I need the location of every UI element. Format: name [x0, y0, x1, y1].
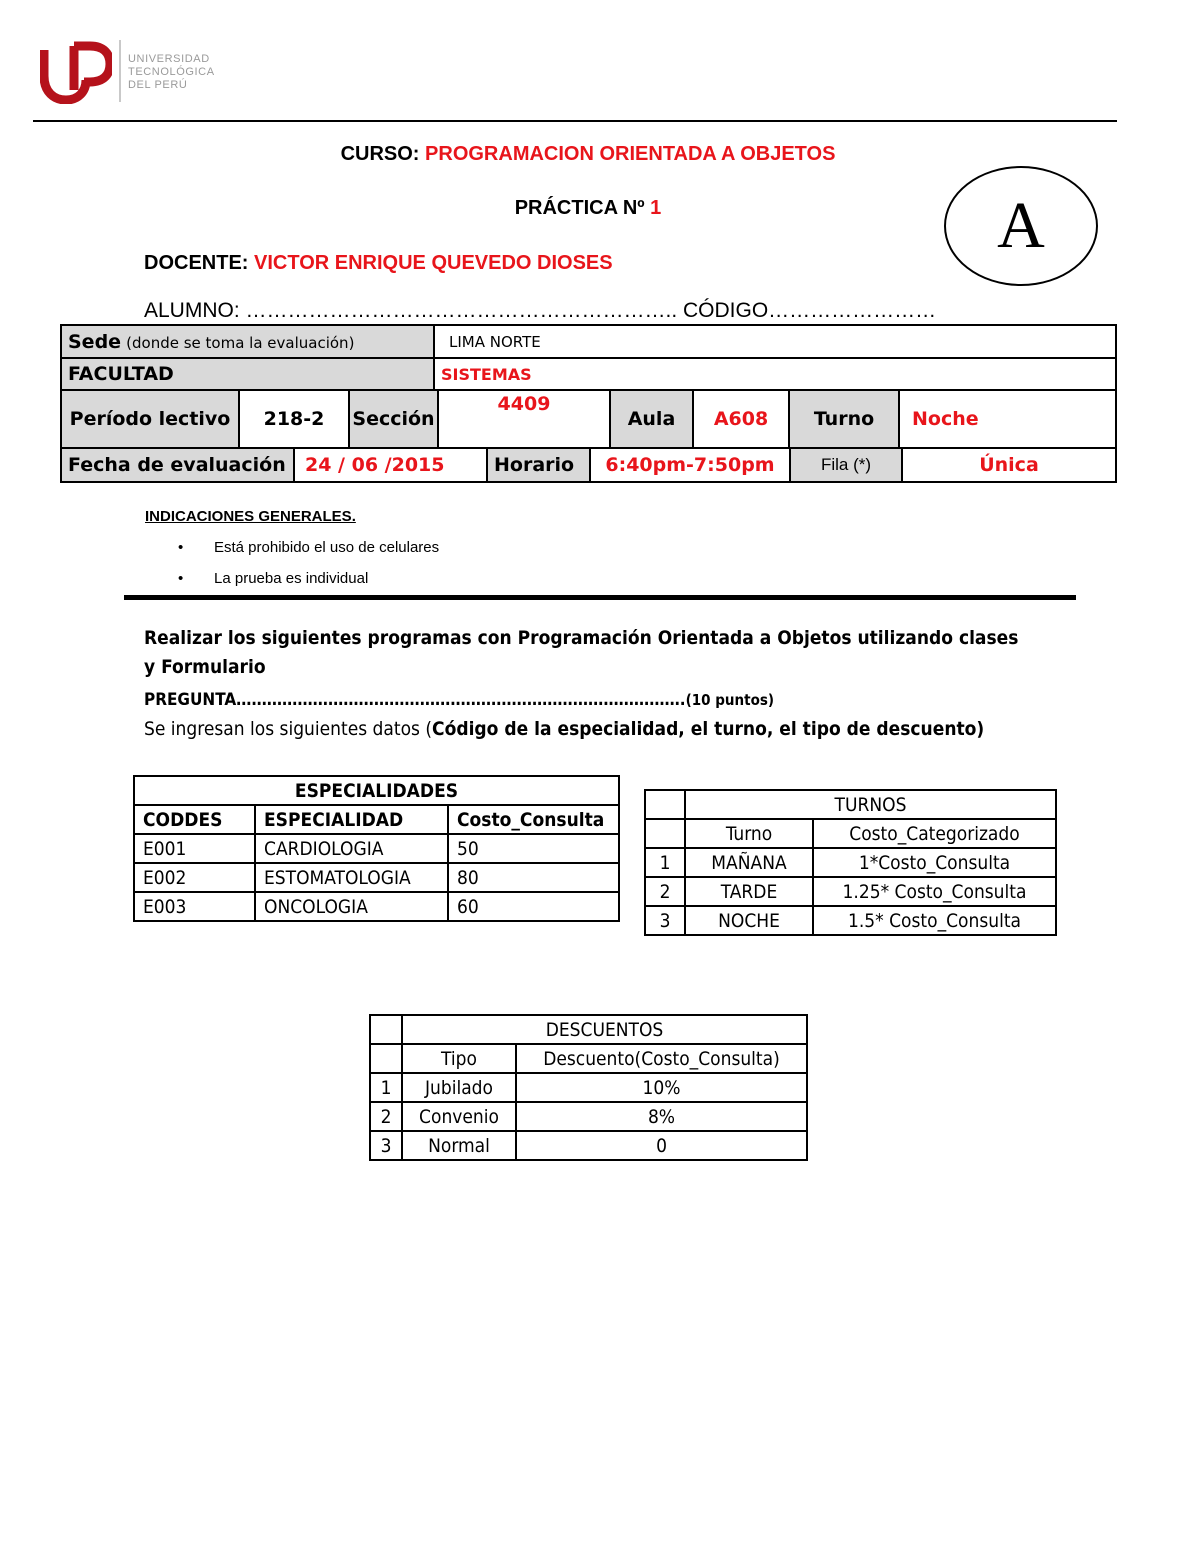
especialidades-title: ESPECIALIDADES	[134, 776, 619, 805]
practica-label: PRÁCTICA Nº	[514, 197, 645, 219]
table-cell: 80	[448, 863, 619, 892]
table-cell: 10%	[516, 1073, 807, 1102]
header-rule	[33, 120, 1117, 122]
table-cell: 8%	[516, 1102, 807, 1131]
empty-cell	[645, 819, 685, 848]
fecha-value: 24 / 06 /2015	[294, 448, 487, 482]
indicaciones	[145, 508, 440, 587]
table-cell: 3	[645, 906, 685, 935]
enunciado-line-1: Realizar los siguientes programas con Programación Orientada a Objetos utilizando clases	[144, 627, 1019, 649]
indicaciones-title: INDICACIONES GENERALES.	[145, 508, 356, 525]
enunciado-line-2: y Formulario	[144, 656, 266, 678]
alumno-line: ALUMNO: …………………………………………………….. CÓDIGO……………………	[144, 299, 937, 322]
table-row	[370, 1131, 807, 1160]
table-cell: NOCHE	[685, 906, 813, 935]
especialidades-table	[133, 775, 620, 922]
sede-value: LIMA NORTE	[434, 325, 1116, 358]
table-row	[370, 1073, 807, 1102]
table-cell: ONCOLOGIA	[255, 892, 448, 921]
table-row	[134, 863, 619, 892]
table-cell: MAÑANA	[685, 848, 813, 877]
table-cell: 1	[370, 1073, 402, 1102]
table-row	[134, 834, 619, 863]
table-cell: E002	[134, 863, 255, 892]
puntos-label: (10 puntos)	[685, 691, 775, 709]
turnos-header: Costo_Categorizado	[813, 819, 1056, 848]
table-cell: 1.5* Costo_Consulta	[813, 906, 1056, 935]
datos-prefix: Se ingresan los siguientes datos (	[144, 718, 433, 740]
table-cell: 2	[645, 877, 685, 906]
utp-logo-icon	[40, 40, 112, 104]
fecha-label: Fecha de evaluación	[61, 448, 294, 482]
practica-number: 1	[650, 197, 662, 219]
seccion-label: Sección	[349, 390, 438, 448]
table-cell: E003	[134, 892, 255, 921]
seccion-value: 4409	[438, 390, 610, 448]
curso-value: PROGRAMACION ORIENTADA A OBJETOS	[425, 143, 836, 165]
turnos-title: TURNOS	[685, 790, 1056, 819]
periodo-label: Período lectivo	[61, 390, 239, 448]
table-cell: TARDE	[685, 877, 813, 906]
table-cell: 2	[370, 1102, 402, 1131]
fila-label: Fila (*)	[790, 448, 902, 482]
docente-value: VICTOR ENRIQUE QUEVEDO DIOSES	[254, 252, 613, 274]
logo-line-1: UNIVERSIDAD	[128, 53, 210, 65]
table-cell: E001	[134, 834, 255, 863]
horario-value: 6:40pm-7:50pm	[590, 448, 790, 482]
empty-cell	[370, 1015, 402, 1044]
sede-note: (donde se toma la evaluación)	[126, 333, 355, 352]
indicaciones-item	[179, 570, 439, 587]
table-cell: CARDIOLOGIA	[255, 834, 448, 863]
especialidades-header: CODDES	[134, 805, 255, 834]
table-cell: 50	[448, 834, 619, 863]
table-row	[645, 848, 1056, 877]
datos-line	[144, 715, 1018, 744]
aula-label: Aula	[610, 390, 693, 448]
table-row	[645, 906, 1056, 935]
fila-value: Única	[902, 448, 1116, 482]
aula-value: A608	[693, 390, 789, 448]
especialidades-header: ESPECIALIDAD	[255, 805, 448, 834]
table-cell: 1*Costo_Consulta	[813, 848, 1056, 877]
enunciado	[144, 624, 1018, 744]
turno-label: Turno	[789, 390, 899, 448]
sede-label: Sede	[68, 330, 122, 353]
turnos-header: Turno	[685, 819, 813, 848]
descuentos-title: DESCUENTOS	[402, 1015, 807, 1044]
docente-heading	[144, 252, 613, 275]
turnos-table	[644, 789, 1057, 936]
indicaciones-item-text: La prueba es individual	[214, 570, 369, 587]
version-circle	[944, 166, 1098, 286]
periodo-value: 218-2	[239, 390, 349, 448]
section-divider	[124, 595, 1076, 600]
table-cell: ESTOMATOLOGIA	[255, 863, 448, 892]
pregunta-line	[144, 685, 1018, 715]
table-row	[370, 1102, 807, 1131]
bullet-icon: •	[178, 539, 184, 556]
sede-cell	[61, 325, 434, 358]
bullet-icon: •	[178, 570, 184, 587]
facultad-label: FACULTAD	[61, 358, 434, 390]
facultad-value: SISTEMAS	[434, 358, 1116, 390]
docente-label: DOCENTE:	[144, 252, 249, 274]
indicaciones-item	[179, 539, 439, 556]
pregunta-label: PREGUNTA…………………………………………………………………………….	[144, 690, 686, 710]
especialidades-header: Costo_Consulta	[448, 805, 619, 834]
version-letter: A	[997, 189, 1045, 262]
table-cell: 3	[370, 1131, 402, 1160]
table-cell: 1.25* Costo_Consulta	[813, 877, 1056, 906]
table-cell: 1	[645, 848, 685, 877]
datos-bold: Código de la especialidad, el turno, el tipo de descuento)	[432, 718, 985, 740]
logo-line-2: TECNOLÓGICA	[128, 66, 215, 78]
horario-label: Horario	[487, 448, 590, 482]
table-cell: Jubilado	[402, 1073, 516, 1102]
indicaciones-item-text: Está prohibido el uso de celulares	[214, 539, 440, 556]
empty-cell	[645, 790, 685, 819]
turno-value: Noche	[899, 390, 1116, 448]
table-row	[645, 877, 1056, 906]
table-cell: Convenio	[402, 1102, 516, 1131]
descuentos-table	[369, 1014, 808, 1161]
table-cell: 60	[448, 892, 619, 921]
logo-line-3: DEL PERÚ	[128, 79, 188, 91]
empty-cell	[370, 1044, 402, 1073]
curso-heading	[0, 143, 1176, 166]
curso-label: CURSO:	[340, 143, 420, 165]
table-cell: 0	[516, 1131, 807, 1160]
utp-logo	[40, 40, 230, 104]
table-cell: Normal	[402, 1131, 516, 1160]
info-table	[60, 324, 1117, 483]
descuentos-header: Tipo	[402, 1044, 516, 1073]
descuentos-header: Descuento(Costo_Consulta)	[516, 1044, 807, 1073]
table-row	[134, 892, 619, 921]
